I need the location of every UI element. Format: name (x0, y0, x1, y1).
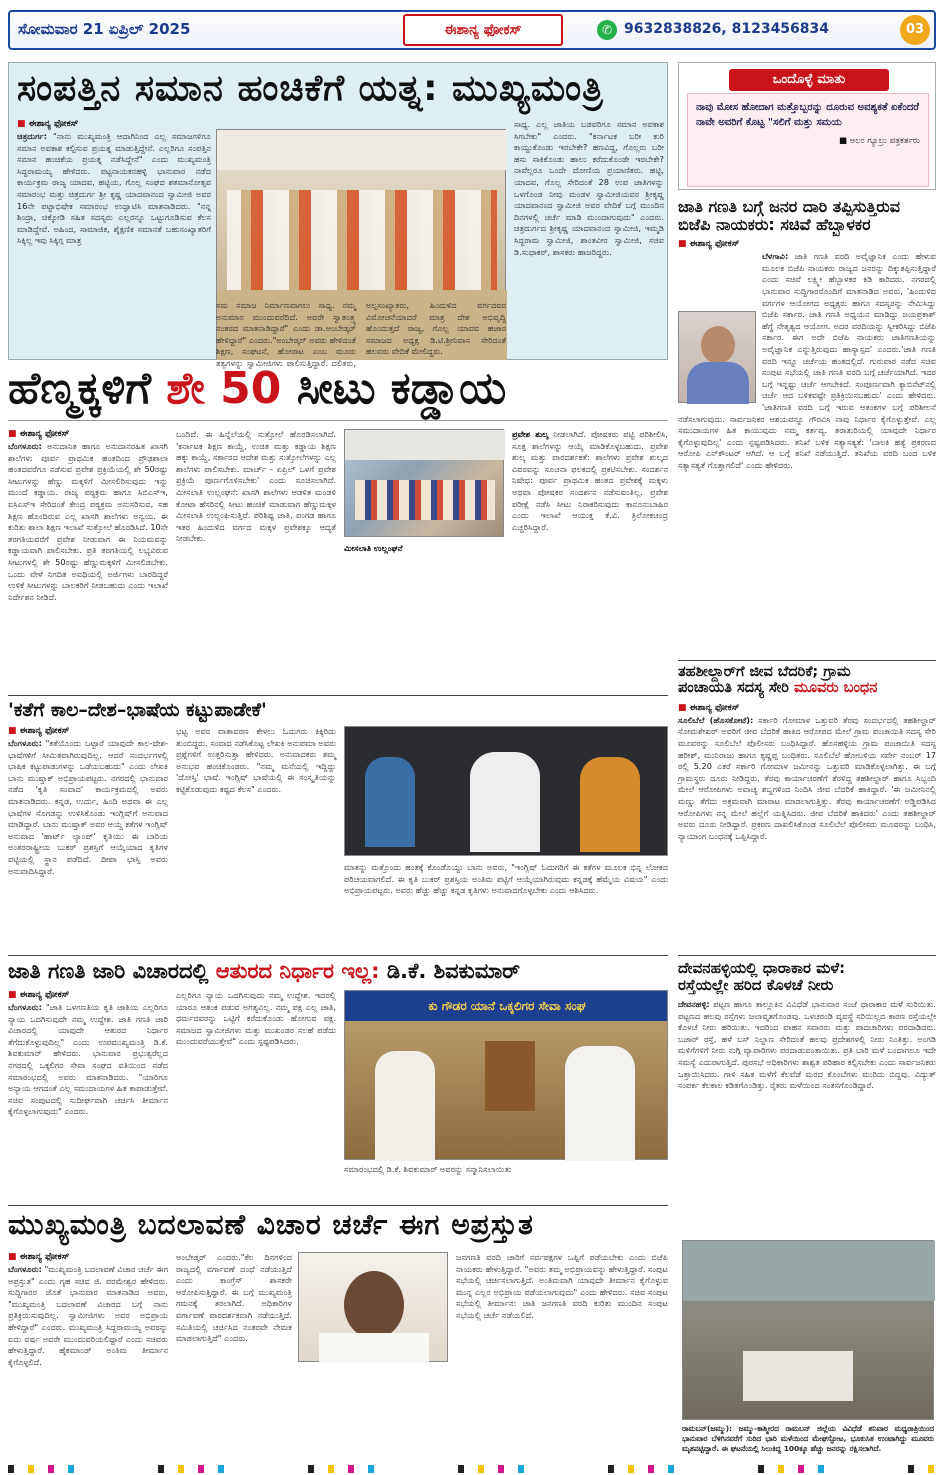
lead-story-below-photo (216, 300, 506, 368)
photo-crowd (227, 190, 497, 290)
lead-story-text-1: "ನಾನು ಮುಖ್ಯಮಂತ್ರಿ ಆದಾಗಿನಿಂದ ಎಲ್ಲ ಸಮಾಜಗಳಿಗೂ ಸಮಾನ ಅವಕಾಶ ಕಲ್ಪಿಸುವ ಪ್ರಯತ್ನ ಮಾಡುತ್ತಿದ್ದೇನೆ. ಎಲ್ಲರಿಗೂ ಸಂಪತ್ತಿನ ಸಮಾನ ಹಂಚಿಕೆಯ ಪ್ರಯತ್ನ ನಡೆಸಿದ್ದೇನೆ" ಎಂದು ಮುಖ್ಯಮಂತ್ರಿ ಸಿದ್ದರಾಮಯ್ಯ ಹೇಳಿದರು. ಪಟ್ಟನಾಯಕನಹಳ್ಳಿ ಭಾನುವಾರ ನಡೆದ ಕಾರ್ಯಕ್ರಮ ರಾಜ್ಯ ಯಾದವ, ಹಟ್ಟಿಯ, ಗೊಲ್ಲ ಸಂಘದ ಶತಮಾನೋತ್ಸವ ಸಮಾರಂಭ ಮತ್ತು ಚಿತ್ರದುರ್ಗ ಶ್ರೀ ಕೃಷ್ಣ ಯಾದವಾನಂದ ಸ್ವಾಮೀಜಿ ಅವರ 16ನೇ ಪಟ್ಟಾಭಿಷೇಕ ಸಮಾರಂಭ ಉದ್ಘಾಟಿಸಿ ಮಾತನಾಡಿದರು. "ನನ್ನ ಶಿಂದ್ರಾ, ಚಿಕ್ಕೋಡಿ ಸಹಿತ ಸದಸ್ಯರು ಎಲ್ಲರನ್ನೂ ಒಟ್ಟುಗೂಡಿಸುವ ಕೆಲಸ ಮಾಡಿದ್ದೇವೆ. ಅಹಿಂದ, ಸಾಮಾಜಿಕ, ಶೈಕ್ಷಣಿಕ ಸಮಾನತೆ ಬಹುಸಂಖ್ಯಾತರಿಗೆ ಸಿಕ್ಕಿಲ್ಲ ಇವು ಸಿಕ್ಕಿಗ್ಗ ಮಾತ್ರ (17, 131, 211, 246)
byline: ■ ಈಶಾನ್ಯ ಫೋಕಸ್ (8, 990, 70, 1000)
registration-strip (8, 1465, 936, 1473)
byline: ■ ಈಶಾನ್ಯ ಫೋಕಸ್ (17, 119, 79, 129)
portrait-face (344, 1271, 404, 1339)
story-stories-time-headline: 'ಕತೆಗೆ ಕಾಲ–ದೇಶ–ಭಾಷೆಯ ಕಟ್ಟುಪಾಡೇಕೆ' (8, 699, 267, 721)
byline: ■ ಈಶಾನ್ಯ ಫೋಕಸ್ (678, 702, 740, 713)
dks-body-1 (8, 1002, 168, 1118)
lead-story-text-below-b: ಹೇಳಿದಂತೆ ಶಿಕ್ಷಣ, ಸಂಘಟನೆ, ಹೋರಾಟ ಎಂಬ ಮೂರು ತತ್ವಗಳನ್ನು ಸ್ವಾಮೀಜಿಗಳು ಪಾಲಿಸುತ್ತಿದ್ದಾರೆ. ದಲಿತರು, ಅಲ್ಪಸಂಖ್ಯಾತರು, ಹಿಂದುಳಿದ ವರ್ಗದವರ ವಿಮೋಚನೆಯಾದರೆ ಮಾತ್ರ ದೇಶ ಅಭಿವೃದ್ಧಿ ಹೊಂದುತ್ತದೆ ರಾಜ್ಯ, ಗೊಲ್ಲ ಯಾದವ ಹಜಾರ ಸಮಾಜದ ಅಧ್ಯಕ್ಷ ಡಿ.ಟಿ.ಶ್ರೀನಿವಾಸ ಸೇರಿದಂತೆ ಹಲವರು ವೇದಿಕೆ ಮೇಲಿದ್ದರು. (216, 300, 506, 368)
whatsapp-icon: ✆ (597, 20, 617, 40)
byline-text: ಈಶಾನ್ಯ ಫೋಕಸ್ (19, 429, 70, 439)
women-seats-body-1 (8, 441, 168, 603)
stories-time-text-3: ಮಾತನ್ನು ಮತ್ತೊಂದು ಹಂತಕ್ಕೆ ಕೊಂಡೊಯ್ದು ಬಾನು ಅವರು, "ಇಂಗ್ಲಿಷ್ ಓದುಗರಿಗೆ ಈ ಕತೆಗಳ ಮೂಲಕ ಭಿನ್ನ ಲೋಕದ ಪರಿಚಯವಾಗಲಿದೆ. ಈ ಕೃತಿ ಬುಕರ್ ಪ್ರಶಸ್ತಿಯ ಅಂತಿಮ ಪಟ್ಟಿಗೆ ಆಯ್ಕೆಯಾಗಿರುವುದು ಕನ್ನಡಕ್ಕೆ ಹೆಮ್ಮೆಯ ವಿಷಯ" ಎಂದು ಅಭಿಪ್ರಾಯಪಟ್ಟರು. ಅವರು ಹೆಚ್ಚು ಹೆಚ್ಚು ಕನ್ನಡ ಕೃತಿಗಳು ಅನುವಾದಗೊಳ್ಳಬೇಕು ಎಂದು ಆಶಿಸಿದರು. (344, 862, 668, 896)
dateline: ಚಿತ್ರದುರ್ಗ: (17, 131, 48, 141)
portrait-face (701, 326, 735, 364)
photo-backdrop (217, 130, 507, 170)
dateline: ಬೆಂಗಳೂರು: (8, 1264, 42, 1274)
lead-story-text-below-a: ಸಮ ಸಮಾಜ ನಿರ್ಮಾಣವಾಗಲು ಸಾಧ್ಯ. ನಮ್ಮ ಅನುಮಾನ ಮುಂದುವರೆದಿದೆ. ಅವರೇ ಸ್ವಾತಂತ್ರ್ಯ ನಂತರದ ಮಾತನಾಡಿದ್ದಾರೆ" ಎಂದು ಡಾ.ಅಂಬೇಡ್ಕರ್ ಹೇಳಿದ್ದಾರೆ" ಎಂದರು."ಅಂಬೇಡ್ಕರ್ ಅವರು (216, 300, 356, 345)
byline: ■ ಈಶಾನ್ಯ ಫೋಕಸ್ (678, 239, 740, 250)
quote-text: ನಾವು ಮೋಸ ಹೋದಾಗ ಮತ್ತೊಬ್ಬರನ್ನು ದೂರುವ ಅವಶ್ಯಕತೆ ಏಕೆಂದರೆ ನಾವೇ ಅವರಿಗೆ ಕೊಟ್ಟ "ಸಲಿಗೆ ಮತ್ತು ಸಮಯ (696, 102, 919, 128)
logo-text: ಈಶಾನ್ಯ ಫೋಕಸ್ (444, 22, 522, 38)
byline: ■ ಈಶಾನ್ಯ ಫೋಕಸ್ (8, 429, 70, 439)
rain-caption-box (682, 1424, 934, 1464)
cm-change-text-1: "ಮುಖ್ಯಮಂತ್ರಿ ಬದಲಾವಣೆ ವಿಚಾರ ಚರ್ಚೆ ಈಗ ಅಪ್ರಸ್ತುತ" ಎಂದು ಗೃಹ ಸಚಿವ ಜಿ. ಪರಮೇಶ್ವರ ಹೇಳಿದರು. ಸುದ್ದಿಗಾರರ ಜೊತೆ ಭಾನುವಾರ ಮಾತನಾಡಿದ ಅವರು, "ಮುಖ್ಯಮಂತ್ರಿ ಬದಲಾವಣೆ ವಿಚಾರದ ಬಗ್ಗೆ ನಾನು ಪ್ರತಿಕ್ರಿಯಿಸುವುದಿಲ್ಲ. ಸ್ವಾಮೀಜಿಗಳು ಅವರ ಅಭಿಪ್ರಾಯ ಹೇಳಿದ್ದಾರೆ" ಎಂದರು. ಮುಖ್ಯಮಂತ್ರಿ ಸಿದ್ದರಾಮಯ್ಯ ಅವರನ್ನು ಐದು ವರ್ಷ ಅವರೇ ಮುಂದುವರಿಯಲಿದ್ದಾರೆ ಎಂದು ಸಚಿವರು ಹೇಳುತ್ತಿದ್ದಾರೆ. ಹೈಕಮಾಂಡ್ ಅಂತಿಮ ತೀರ್ಮಾನ ಕೈಗೊಳ್ಳಲಿದೆ. (8, 1264, 168, 1367)
subhead: ಮೀಸಲಾತಿ ಉಲ್ಲಂಘನೆ (344, 543, 403, 553)
lead-story-headline: ಸಂಪತ್ತಿನ ಸಮಾನ ಹಂಚಿಕೆಗೆ ಯತ್ನ: ಮುಖ್ಯಮಂತ್ರಿ (17, 68, 604, 109)
story-caste-bjp-headline-2: ಬಿಜೆಪಿ ನಾಯಕರು: ಸಚಿವೆ ಹೆಬ್ಬಾಳಕರ (678, 214, 871, 234)
byline-text: ಈಶಾನ್ಯ ಫೋಕಸ್ (19, 726, 70, 736)
lead-story-col1 (17, 119, 211, 354)
headline-part-b: ಮೂವರು ಬಂಧನ (794, 679, 878, 696)
rain-photo (682, 1240, 934, 1420)
quote-inner (687, 93, 929, 187)
print-registration-marks (8, 1465, 936, 1473)
story-caste-bjp-headline-1: ಜಾತಿ ಗಣತಿ ಬಗ್ಗೆ ಜನರ ದಾರಿ ತಪ್ಪಿಸುತ್ತಿರುವ (678, 197, 901, 216)
newspaper-logo (403, 14, 563, 46)
stories-time-body-1 (8, 738, 168, 877)
contact-phone: 9632838826, 8123456834 (624, 21, 830, 37)
stories-time-col3 (344, 862, 668, 951)
stories-time-text-1: "ಕತೆಯೊಂದು ಒಟ್ಟಾರೆ ಯಾವುದೇ ಕಾಲ-ದೇಶ-ಭಾಷೆಗಳಿಗೆ ಸೀಮಿತವಾಗಿರುವುದಿಲ್ಲ. ಆದರೆ ಸಂದರ್ಭಗಳಲ್ಲಿ ಭಾಷಿಕ ಕಟ್ಟುಪಾಡುಗಳನ್ನು ಒಡೆಯಬಹುದು" ಎಂದು ಲೇಖಕಿ ಬಾನು ಮುಷ್ತಾಕ್ ಅಭಿಪ್ರಾಯಪಟ್ಟರು. ನಗರದಲ್ಲಿ ಭಾನುವಾರ ನಡೆದ 'ಕೃತಿ ಸಂವಾದ' ಕಾರ್ಯಕ್ರಮದಲ್ಲಿ ಅವರು ಮಾತನಾಡಿದರು. ಕನ್ನಡ, ಉರ್ದು, ಹಿಂದಿ ಅಥವಾ ಈ ಎಲ್ಲ ಭಾಷೆಗಳ ಸೊಗಡನ್ನು ಉಳಿಸಿಕೊಂಡು ಇಂಗ್ಲಿಷ್‌ಗೆ ಅನುವಾದ ಮಾಡಿದ್ದಾರೆ. ಬಾನು ಮುಷ್ತಾಕ್ ಅವರ ಆಯ್ದ ಕತೆಗಳ ಇಂಗ್ಲಿಷ್ ಅನುವಾದ 'ಹಾರ್ಟ್ ಲ್ಯಾಂಪ್' ಕೃತಿಯು ಈ ಬಾರಿಯ ಅಂತರರಾಷ್ಟ್ರೀಯ ಬುಕರ್ ಪ್ರಶಸ್ತಿಗೆ ಆಯ್ಕೆಯಾದ ಕೃತಿಗಳ ಪಟ್ಟಿಯಲ್ಲಿ ಸ್ಥಾನ ಪಡೆದಿದೆ. ದೀಪಾ ಭಾಸ್ತಿ ಅವರು ಅನುವಾದಿಸಿದ್ದಾರೆ. (8, 738, 168, 876)
story-cm-change (8, 1205, 668, 1463)
story-tahsildar-headline-2 (678, 681, 936, 697)
story-tahsildar (678, 660, 936, 950)
women-seats-text-2: ಬಂದಿದೆ. ಈ ಹಿನ್ನೆಲೆಯಲ್ಲಿ ಸುತ್ತೋಲೆ ಹೊರಡಿಸಲಾಗಿದೆ. 'ಕರ್ನಾಟಕ ಶಿಕ್ಷಣ ಕಾಯ್ದೆ, ಉಚಿತ ಮತ್ತು ಕಡ್ಡಾಯ ಶಿಕ್ಷಣ ಹಕ್ಕು ಕಾಯ್ದೆ, ಸರ್ಕಾರದ ಆದೇಶ ಮತ್ತು ಸುತ್ತೋಲೆಗಳನ್ನು ಎಲ್ಲ ಶಾಲೆಗಳು ಪಾಲಿಸಬೇಕು. ಮಾರ್ಚ್ - ಏಪ್ರಿಲ್ ಒಳಗೆ ಪ್ರವೇಶ ಪ್ರಕ್ರಿಯೆ ಪೂರ್ಣಗೊಳಿಸಬೇಕು' ಎಂದು ಸೂಚಿಸಲಾಗಿದೆ. ಮೀಸಲಾತಿ ಉಲ್ಲಂಘನೆ: ಖಾಸಗಿ ಶಾಲೆಗಳು ಆಡಳಿತ ಮಂಡಳಿ ಕೋಟಾ ಹೆಸರಿನಲ್ಲಿ ಸೀಟು ಹಂಚಿಕೆ ಮಾಡುವಾಗ ಹೆಣ್ಣುಮಕ್ಕಳ ಮೀಸಲಾತಿ ಉಲ್ಲಂಘಿಸುತ್ತಿವೆ. ಪರಿಶಿಷ್ಟ ಜಾತಿ, ಪಂಗಡ ಹಾಗೂ ಇತರ ಹಿಂದುಳಿದ ವರ್ಗದ ಮಕ್ಕಳ ಪ್ರವೇಶಕ್ಕೂ ಆದ್ಯತೆ ನೀಡಬೇಕು. (176, 429, 336, 544)
photo-sky (683, 1241, 935, 1301)
dateline: ಬೆಂಗಳೂರು: (8, 1002, 42, 1012)
story-dks-headline (8, 960, 668, 987)
byline-text: ಈಶಾನ್ಯ ಫೋಕಸ್ (689, 239, 740, 250)
headline-part-a: ಜಾತಿ ಗಣತಿ ಜಾರಿ ವಿಚಾರದಲ್ಲಿ (8, 959, 209, 983)
story-stories-time (8, 695, 668, 950)
lead-story-body-1 (17, 131, 211, 247)
women-seats-sub-2 (344, 543, 504, 555)
story-caste-bjp-text: ಜಾತಿ ಗಣತಿ ವರದಿ ಅವೈಜ್ಞಾನಿಕ ಎಂದು ಹೇಳುವ ಮೂಲಕ ಬಿಜೆಪಿ ನಾಯಕರು ರಾಜ್ಯದ ಜನರನ್ನು ದಿಕ್ಕುತಪ್ಪಿಸುತ್ತಿದ್ದಾರೆ ಎಂದು ಸಚಿವೆ ಲಕ್ಷ್ಮೀ ಹೆಬ್ಬಾಳಕರ ಕಿಡಿ ಕಾರಿದರು. ನಗರದಲ್ಲಿ ಭಾನುವಾರ ಸುದ್ದಿಗಾರರೊಂದಿಗೆ ಮಾತನಾಡಿದ ಅವರು, 'ಹಿಂದುಳಿದ ವರ್ಗಗಳ ಆಯೋಗದ ಅಧ್ಯಕ್ಷರು ಹಾಗೂ ಸದಸ್ಯರನ್ನು ನೇಮಿಸಿದ್ದು ಬಿಜೆಪಿ ಸರ್ಕಾರ. ಜಾತಿ ಗಣತಿ ಅಧ್ಯಯನ ಮಾಡಿದ್ದು ಜಯಪ್ರಕಾಶ್ ಹೆಗ್ಡೆ ನೇತೃತ್ವದ ಆಯೋಗ. ಅದರ ವರದಿಯನ್ನು ಸ್ವೀಕರಿಸಿದ್ದು ಬಿಜೆಪಿ ಸರ್ಕಾರ. ಈಗ ಅದೇ ಬಿಜೆಪಿ ನಾಯಕರು ಜಾತಿಗಣತಿಯನ್ನು ಅವೈಜ್ಞಾನಿಕ ಎನ್ನುತ್ತಿರುವುದು ಹಾಸ್ಯಾಸ್ಪದ' ಎಂದರು.'ಜಾತಿ ಗಣತಿ ವರದಿ ಇನ್ನೂ ಚರ್ಚೆಯ ಹಂತದಲ್ಲಿದೆ. ಗುರುವಾರ ನಡೆದ ಸಚಿವ ಸಂಪುಟ ಸಭೆಯಲ್ಲಿ ಜಾತಿ ಗಣತಿ ವರದಿ ಬಗ್ಗೆ ಚರ್ಚೆಯಾಗಿದೆ. ಇದರ ಬಗ್ಗೆ ಇನ್ನಷ್ಟು ಚರ್ಚೆ ಆಗಬೇಕಿದೆ. ಸಂಪೂರ್ಣವಾಗಿ ಕ್ಯಾಬಿನೆಟ್‌ನಲ್ಲಿ ಚರ್ಚೆ ಆದ ಬಳಿಕವಷ್ಟೇ ಪ್ರತಿಕ್ರಿಯಿಸಬಹುದು' ಎಂದು ಹೇಳಿದರು. 'ಜಾತಿಗಣತಿ ವರದಿ ಬಗ್ಗೆ ಇರುವ ಆತಂಕಗಳ ಬಗ್ಗೆ ಪರಿಶೀಲನೆ ನಡೆಸಲಾಗುವುದು. ಸಾರ್ವಜನಿಕರ ಆಶಯವನ್ನೂ ಗೌರವಿಸಿ ನಾವು ನಿರ್ಧಾರ ಕೈಗೊಳ್ಳುತ್ತೇವೆ. ಎಲ್ಲ ಸಮುದಾಯಗಳ ಹಿತ ಕಾಯುವುದು ನಮ್ಮ ಕರ್ತವ್ಯ. ತರಾತುರಿಯಲ್ಲಿ ಯಾವುದೇ ನಿರ್ಧಾರ ಕೈಗೊಳ್ಳುವುದಿಲ್ಲ' ಎಂದು ಸ್ಪಷ್ಟಪಡಿಸಿದರು. ತನಿಖೆ ಬಳಿಕ ಸತ್ಯಾಸತ್ಯತೆ: 'ಬಾಲಕಿ ಹತ್ಯೆ ಪ್ರಕರಣದ ಆರೋಪಿ ಎನ್‌ಕೌಂಟರ್ ಆಗಿದೆ. ಆ ಬಗ್ಗೆ ತನಿಖೆ ನಡೆಯುತ್ತಿದೆ. ತನಿಖೆಯ ವರದಿ ಬಂದ ಬಳಿಕ ಸತ್ಯಾಸತ್ಯತೆ ಗೊತ್ತಾಗಲಿದೆ' ಎಂದು ಹೇಳಿದರು. (678, 251, 936, 470)
photo-students (355, 480, 495, 520)
story-cm-change-headline: ಮುಖ್ಯಮಂತ್ರಿ ಬದಲಾವಣೆ ವಿಚಾರ ಚರ್ಚೆ ಈಗ ಅಪ್ರಸ್ತುತ (8, 1208, 534, 1241)
dks-col1 (8, 990, 168, 1195)
story-rain-text: ಪಟ್ಟಣ ಹಾಗೂ ತಾಲ್ಲೂಕಿನ ವಿವಿಧೆಡೆ ಭಾನುವಾರ ಸಂಜೆ ಧಾರಾಕಾರ ಮಳೆ ಸುರಿಯಿತು. ಪಟ್ಟಣದ ಹಲವು ರಸ್ತೆಗಳು ಜಲಾವೃತಗೊಂಡವು. ಒಳಚರಂಡಿ ವ್ಯವಸ್ಥೆ ಸರಿಯಿಲ್ಲದ ಕಾರಣ ರಸ್ತೆಯಲ್ಲೇ ಕೊಳಚೆ ನೀರು ಹರಿಯಿತು. ಇದರಿಂದ ವಾಹನ ಸವಾರರು ಮತ್ತು ಪಾದಚಾರಿಗಳು ಪರದಾಡಿದರು. ಬಜಾರ್ ರಸ್ತೆ, ಹಳೆ ಬಸ್ ನಿಲ್ದಾಣ ಸೇರಿದಂತೆ ಹಲವು ಪ್ರದೇಶಗಳಲ್ಲಿ ನೀರು ನಿಂತಿತ್ತು. ಅಂಗಡಿ ಮಳಿಗೆಗಳಿಗೆ ನೀರು ನುಗ್ಗಿ ವ್ಯಾಪಾರಿಗಳು ಪರದಾಡುವಂತಾಯಿತು. ಪ್ರತಿ ಬಾರಿ ಮಳೆ ಬಂದಾಗಲೂ ಇದೇ ಸಮಸ್ಯೆ ಎದುರಾಗುತ್ತಿದೆ. ಪುರಸಭೆ ಅಧಿಕಾರಿಗಳು ಶಾಶ್ವತ ಪರಿಹಾರ ಕಲ್ಪಿಸಬೇಕು ಎಂದು ಸಾರ್ವಜನಿಕರು ಒತ್ತಾಯಿಸಿದರು. ಗಾಳಿ ಸಹಿತ ಮಳೆಗೆ ಕೆಲವೆಡೆ ಮರದ ಕೊಂಬೆಗಳು ಮುರಿದು ಬಿದ್ದವು. ವಿದ್ಯುತ್ ಸಂಪರ್ಕ ಕೆಲಕಾಲ ಕಡಿತಗೊಂಡಿತ್ತು. ರೈತರು ಮಳೆಯಿಂದ ಸಂತಸಗೊಂಡಿದ್ದಾರೆ. (678, 999, 937, 1091)
portrait-body (319, 1333, 429, 1363)
story-rain-body (678, 999, 936, 1092)
dks-text-2: ಎಲ್ಲರಿಗೂ ನ್ಯಾಯ ಒದಗಿಸುವುದು ನಮ್ಮ ಉದ್ದೇಶ. ಇದರಲ್ಲಿ ಯಾರೂ ಆತಂಕ ಪಡುವ ಅಗತ್ಯವಿಲ್ಲ. ನಮ್ಮ ಪಕ್ಷ ಎಲ್ಲ ಜಾತಿ, ಧರ್ಮದವರನ್ನು ಒಟ್ಟಿಗೆ ಕರೆದುಕೊಂಡು ಹೋಗುವ ಪಕ್ಷ. ಸಮಾಜದ ಸ್ವಾಮೀಜಿಗಳು ಮತ್ತು ಮುಖಂಡರ ಸಲಹೆ ಪಡೆದು ಮುಂದುವರೆಯುತ್ತೇವೆ" ಎಂದು ಸ್ಪಷ್ಟಪಡಿಸಿದರು. (176, 990, 336, 1047)
story-caste-census-dks (8, 955, 668, 1200)
headline-part-c: ಡಿ.ಕೆ. ಶಿವಕುಮಾರ್ (386, 959, 521, 983)
person-left (375, 1051, 435, 1161)
story-tahsildar-body (678, 715, 936, 843)
speaker-left (365, 757, 415, 847)
rain-photo-caption: ರಾಮಬನ್(ಜಮ್ಮು): ಜಮ್ಮು-ಕಾಶ್ಮೀರದ ರಾಮಬನ್ ಜಿಲ್ಲೆಯ ವಿವಿಧೆಡೆ ಶನಿವಾರ ಮಧ್ಯರಾತ್ರಿಯಿಂದ ಭಾನುವಾರ ಬೆಳಿಗಿನವರೆಗೆ ಸುರಿದ ಭಾರಿ ಮಳೆಯಿಂದ ಮೇಘಸ್ಫೋಟ, ಭೂಕುಸಿತ ಉಂಟಾಗಿದ್ದು ಮೂವರು ಮೃತಪಟ್ಟಿದ್ದಾರೆ. ಈ ಘಟನೆಯಲ್ಲಿ ಸಿಲುಕಿದ್ದ 100ಕ್ಕೂ ಹೆಚ್ಚು ಜನರನ್ನು ರಕ್ಷಿಸಲಾಗಿದೆ. (682, 1424, 934, 1453)
women-seats-text-1: ಅನುದಾನಿತ ಹಾಗೂ ಅನುದಾನರಹಿತ ಖಾಸಗಿ ಶಾಲೆಗಳು ಪೂರ್ವ ಪ್ರಾಥಮಿಕ ಹಂತದಿಂದ ಪ್ರೌಢಶಾಲಾ ಹಂತದವರೆಗೂ ನಡೆಸುವ ಪ್ರವೇಶ ಪ್ರಕ್ರಿಯೆಯಲ್ಲಿ ಶೇ 50ರಷ್ಟು ಸೀಟುಗಳನ್ನು ಹೆಣ್ಣು ಮಕ್ಕಳಿಗೆ ಮೀಸಲಿರಿಸುವುದು ಇನ್ನು ಮುಂದೆ ಕಡ್ಡಾಯ. ರಾಜ್ಯ ಪಠ್ಯಕ್ರಮ ಹಾಗೂ ಸಿಬಿಎಸ್‌ಇ, ಐಸಿಎಸ್‌ಇ ಸೇರಿದಂತೆ ಕೇಂದ್ರ ಪಠ್ಯಕ್ರಮ ಅನುಸರಿಸುವ, ಸಹ ಶಿಕ್ಷಣ ಹೊಂದಿರುವ ಎಲ್ಲ ಖಾಸಗಿ ಶಾಲೆಗಳು ಅನ್ವಯ. ಈ ಕುರಿತು ಶಾಲಾ ಶಿಕ್ಷಣ ಇಲಾಖೆ ಸುತ್ತೋಲೆ ಹೊರಡಿಸಿದೆ. 10ನೇ ತರಗತಿಯವರೆಗೆ ಪ್ರವೇಶ ನೀಡುವಾಗ ಈ ನಿಯಮವನ್ನು ಕಡ್ಡಾಯವಾಗಿ ಪಾಲಿಸಬೇಕು. ಪ್ರತಿ ತರಗತಿಯಲ್ಲಿ ಲಭ್ಯವಿರುವ ಸೀಟುಗಳಲ್ಲಿ ಶೇ 50ರಷ್ಟು ಹೆಣ್ಣುಮಕ್ಕಳಿಗೆ ಮೀಸಲಿಡಬೇಕು. ಒಂದು ವೇಳೆ ನಿಗದಿತ ಅವಧಿಯಲ್ಲಿ ಅರ್ಜಿಗಳು ಬಾರದಿದ್ದರೆ ಉಳಿಕೆ ಸೀಟುಗಳನ್ನು ಬಾಲಕರಿಗೆ ನೀಡಬಹುದು ಎಂದು ಇಲಾಖೆ ನಿರ್ದೇಶನ ನೀಡಿದೆ. (8, 441, 168, 602)
headline-part-c: ಸೀಟು ಕಡ್ಡಾಯ (296, 363, 507, 414)
lead-story-col3 (514, 119, 664, 364)
story-women-seats-headline (8, 365, 668, 421)
person-right (565, 1046, 635, 1161)
cm-change-text-2: ಅಂಬೇಡ್ಕರ್ ಎಂದರು."ಕೆಲ ದಿನಗಳಿಂದ ರಾಜ್ಯದಲ್ಲಿ ವರ್ಗಾವಣೆ ದಂಧೆ ನಡೆಯುತ್ತಿದೆ ಎಂದು ಕಾಂಗ್ರೆಸ್ ಶಾಸಕರೇ ಆರೋಪಿಸುತ್ತಿದ್ದಾರೆ. ಈ ಬಗ್ಗೆ ಮುಖ್ಯಮಂತ್ರಿ ಗಮನಕ್ಕೆ ತರಲಾಗಿದೆ. ಅಧಿಕಾರಿಗಳ ವರ್ಗಾವಣೆ ಪಾರದರ್ಶಕವಾಗಿ ನಡೆಯುತ್ತಿದೆ. ಸಮಿತಿಯಲ್ಲಿ ಚರ್ಚಿಸಿದ ನಂತರವೇ ನೇಮಕ ಮಾಡಲಾಗುತ್ತಿದೆ" ಎಂದರು. (176, 1252, 292, 1344)
quote-title: ಒಂದೊಳ್ಳೆ ಮಾತು (729, 69, 889, 91)
story-caste-bjp (678, 198, 936, 650)
photo-wall (345, 430, 505, 460)
dks-col2 (176, 990, 336, 1195)
page-number: 03 (900, 15, 930, 45)
cm-change-col3 (456, 1252, 668, 1464)
minister-photo (678, 311, 756, 403)
stories-time-col2 (176, 726, 336, 951)
byline: ■ ಈಶಾನ್ಯ ಫೋಕಸ್ (8, 726, 70, 736)
headline-part-b: ಶೇ 50 (166, 363, 282, 414)
dks-text-1: "ಜಾತಿ ಒಳಗಣತಿಯ ಕೃತಿ ಜಾತಿಯ ಎಲ್ಲರಿಗೂ ನ್ಯಾಯ ಒದಗಿಸುವುದೇ ನಮ್ಮ ಉದ್ದೇಶ. ಜಾತಿ ಗಣತಿ ಜಾರಿ ವಿಚಾರದಲ್ಲಿ ಯಾವುದೇ ಆತುರದ ನಿರ್ಧಾರ ತೆಗೆದುಕೊಳ್ಳುವುದಿಲ್ಲ" ಎಂದು ಉಪಮುಖ್ಯಮಂತ್ರಿ ಡಿ.ಕೆ. ಶಿವಕುಮಾರ್ ಹೇಳಿದರು. ಭಾನುವಾರ ಪ್ರಭುತ್ವರೆಲ್ಲದ ನಗರದಲ್ಲಿ ಒಕ್ಕಲಿಗರ ಸೇವಾ ಸಂಘದ ವತಿಯಿಂದ ನಡೆದ ಸಮಾರಂಭದಲ್ಲಿ ಅವರು ಮಾತನಾಡಿದರು. "ಯಾರಿಗೂ ಅನ್ಯಾಯ ಆಗದಂತೆ ಎಲ್ಲ ಸಮುದಾಯಗಳ ಹಿತ ಕಾಪಾಡುತ್ತೇವೆ. ಸಚಿವ ಸಂಪುಟದಲ್ಲಿ ಸುದೀರ್ಘವಾಗಿ ಚರ್ಚಿಸಿ ತೀರ್ಮಾನ ಕೈಗೊಳ್ಳಲಾಗುವುದು" ಎಂದರು. (8, 1002, 168, 1117)
byline-text: ಈಶಾನ್ಯ ಫೋಕಸ್ (689, 702, 740, 713)
portrait-body (687, 362, 749, 404)
headline-part-a: ಪಂಚಾಯತಿ ಸದಸ್ಯ ಸೇರಿ (678, 679, 789, 696)
women-seats-col4 (512, 429, 668, 689)
women-seats-col3 (344, 543, 504, 689)
stories-time-text-2: ಭಟ್ಟ ಅವರ ವಾತಾವರಣ ಕೇಳಲು ಓದುಗರು ಕಿಕ್ಕಿರಿದು ತುಂಬಿದ್ದರು. ಸಂವಾದ ನಡೆಸಿಕೊಟ್ಟ ಲೇಖಕಿ ಅನುಪಮಾ ಅವರು ಪ್ರಶ್ನೆಗಳಿಗೆ ಉತ್ತರಿಸುತ್ತಾ ಹೇಳಿದರು. ಅನುವಾದಕರು ತಮ್ಮ ಅನುಭವ ಹಂಚಿಕೊಂಡರು. "ನಮ್ಮ ಮನೆಯಲ್ಲಿ ಇದ್ದಿದ್ದು 'ದೋಸ್ತಿ' ಭಾಷೆ. ಇಂಗ್ಲಿಷ್ ಭಾಷೆಯಲ್ಲಿ ಈ ಸಂಸ್ಕೃತಿಯನ್ನು ಕಟ್ಟಿಕೊಡುವುದು ಕಷ್ಟದ ಕೆಲಸ" ಎಂದರು. (176, 726, 336, 794)
story-tahsildar-headline-1: ತಹಶೀಲ್ದಾರ್‌ಗೆ ಜೀವ ಬೆದರಿಕೆ; ಗ್ರಾಮ (678, 664, 851, 680)
dks-photo (344, 990, 668, 1160)
story-rain-headline-1: ದೇವನಹಳ್ಳಿಯಲ್ಲಿ ಧಾರಾಕಾರ ಮಳೆ: (678, 959, 846, 977)
dateline: ದೇವನಹಳ್ಳಿ: (678, 999, 710, 1009)
dateline: ಬೆಂಗಳೂರು: (8, 738, 42, 748)
photo-banner: ಕು ಗೌಡರ ಯಾನೆ ಒಕ್ಕಲಿಗರ ಸೇವಾ ಸಂಘ (428, 999, 586, 1013)
speaker-right (580, 757, 640, 852)
lead-story-text-below (216, 300, 506, 370)
headline-part-a: ಹೆಣ್ಮಕ್ಕಳಿಗೆ (8, 363, 151, 414)
dks-caption-box (344, 1164, 668, 1198)
byline: ■ ಈಶಾನ್ಯ ಫೋಕಸ್ (8, 1252, 70, 1262)
story-rain (678, 955, 936, 1235)
stories-time-col1 (8, 726, 168, 951)
dks-caption: ಸಮಾರಂಭದಲ್ಲಿ ಡಿ.ಕೆ. ಶಿವಕುಮಾರ್ ಅವರನ್ನು ಸನ್ಮಾನಿಸಲಾಯಿತು (344, 1164, 512, 1174)
speaker-center (470, 752, 540, 852)
stories-time-photo (344, 726, 668, 856)
women-seats-body-4 (512, 429, 668, 533)
byline-text: ಈಶಾನ್ಯ ಫೋಕಸ್ (19, 990, 70, 1000)
byline-text: ಈಶಾನ್ಯ ಫೋಕಸ್ (19, 1252, 70, 1262)
cm-change-text-3: ಜನಗಣತಿ ವರದಿ ಜಾರಿಗೆ ಸರ್ವಪಕ್ಷಗಳ ಒಪ್ಪಿಗೆ ಪಡೆಯಬೇಕು ಎಂದು ಬಿಜೆಪಿ ನಾಯಕರು ಹೇಳುತ್ತಿದ್ದಾರೆ. "ಅವರು ತಮ್ಮ ಅಭಿಪ್ರಾಯವನ್ನು ಹೇಳುತ್ತಿದ್ದಾರೆ. ಸಂಪುಟ ಸಭೆಯಲ್ಲಿ ಚರ್ಚಿಸಲಾಗುತ್ತಿದೆ. ಅಂತಿಮವಾಗಿ ಯಾವುದೇ ತೀರ್ಮಾನ ಕೈಗೊಳ್ಳುವ ಮುನ್ನ ಎಲ್ಲರ ಅಭಿಪ್ರಾಯ ಪಡೆಯಲಾಗುವುದು" ಎಂದು ಹೇಳಿದರು. ಸಚಿವ ಸಂಪುಟ ಸಭೆಯಲ್ಲಿ ತೀರ್ಮಾನ: ಜಾತಿ ಜನಗಣತಿ ವರದಿ ಕುರಿತು ಮುಂದಿನ ಸಂಪುಟ ಸಭೆಯಲ್ಲಿ ಚರ್ಚೆ ನಡೆಯಲಿದೆ. (456, 1252, 668, 1320)
subhead: ಪ್ರವೇಶ ಶುಲ್ಕ (512, 429, 549, 439)
cm-change-col1 (8, 1252, 168, 1464)
women-seats-col2 (176, 429, 336, 689)
lead-story-text-3: ಸಾಧ್ಯ. ಎಲ್ಲ ಜಾತಿಯ ಬಡವರಿಗೂ ಸಮಾನ ಅವಕಾಶ ಸಿಗಬೇಕು" ಎಂದರು. "ಕರ್ನಾಟಕ ಬರೀ ಕುರಿ ಕಾಯ್ದುಕೊಂಡು ಇರಬೇಕೇ? ಹಣವಿದ್ದ, ಗೊಲ್ಲರು ಬರೀ ಹಸು ಸಾಕಿಕೊಂಡು ಹಾಲು ಕರೆದುಕೊಂಡೇ ಇರಬೇಕೇ? ನಾವೆಲ್ಲರೂ ಒಂದೇ ದೋಣಿಯ ಪ್ರಯಾಣಿಕರು. ಹಟ್ಟಿ, ಯಾದವ, ಗೊಲ್ಲ ಸೇರಿದಂತೆ 28 ಉಪ ಜಾತಿಗಳನ್ನು ಒಳಗೊಂಡ ನೀವು ಮಂಡಳ ಸ್ವಾಮೀಜಿಯವರ ಶ್ರೀಕೃಷ್ಣ ಯಾದವಾನಂದ ಸ್ವಾಮೀಜಿ ಅವರ ವೇದಿಕೆ ಬಗ್ಗೆ ಮುಂದಿನ ದಿನಗಳಲ್ಲಿ ಚರ್ಚೆ ಮಾಡಿ ಮುಂದಾಗುವುದು" ಎಂದರು. ಚಿತ್ರದುರ್ಗದ ಶ್ರೀಕೃಷ್ಣ ಯಾದವಾನಂದ ಸ್ವಾಮೀಜಿ, ಇಮ್ಮಡಿ ಸಿದ್ಧರಾಮ ಸ್ವಾಮೀಜಿ, ಶಾಂತವೀರ ಸ್ವಾಮೀಜಿ, ಸಚಿವ ಡಿ.ಸುಧಾಕರ್, ಶಾಸಕರು ಹಾಜರಿದ್ದರು. (514, 119, 664, 257)
photo-vehicle (743, 1351, 853, 1401)
issue-date: ಸೋಮವಾರ 21 ಏಪ್ರಿಲ್ 2025 (18, 20, 191, 38)
dateline: ಬೆಂಗಳೂರು: (8, 441, 42, 451)
masthead (0, 0, 945, 60)
women-seats-photo (344, 429, 504, 537)
women-seats-col1 (8, 429, 168, 689)
cm-change-col2 (176, 1252, 292, 1464)
women-seats-text-4: ನೀಡಲಾಗಿದೆ. ಪೋಷಕರು ಪಟ್ಟಿ ಪರಿಶೀಲಿಸಿ, ಸೂಕ್ತ ಶಾಲೆಗಳನ್ನು ಆಯ್ಕೆ ಮಾಡಿಕೊಳ್ಳಬಹುದು. ಪ್ರವೇಶ ಶುಲ್ಕ ಮತ್ತು ಪಾರದರ್ಶಕತೆ: ಶಾಲೆಗಳು ಪ್ರವೇಶ ಶುಲ್ಕದ ವಿವರವನ್ನು ಸೂಚನಾ ಫಲಕದಲ್ಲಿ ಪ್ರಕಟಿಸಬೇಕು. ಸಂದರ್ಶನ ನಿಷೇಧ: ಪೂರ್ವ ಪ್ರಾಥಮಿಕ ಹಂತದ ಪ್ರವೇಶಕ್ಕೆ ಮಕ್ಕಳು ಅಥವಾ ಪೋಷಕರ ಸಂದರ್ಶನ ನಡೆಸುವಂತಿಲ್ಲ. ಪ್ರವೇಶ ಪರೀಕ್ಷೆ ನಡೆಸಿ ಸೀಟು ನಿರಾಕರಿಸುವುದು ಕಾನೂನುಬಾಹಿರ ಎಂದು ಇಲಾಖೆ ಆಯುಕ್ತ ಕೆ.ವಿ. ತ್ರಿಲೋಕಚಂದ್ರ ಎಚ್ಚರಿಸಿದ್ದಾರೆ. (512, 429, 668, 532)
quote-box (678, 62, 936, 190)
idol (485, 1041, 535, 1111)
story-women-seats (8, 365, 668, 690)
dateline: ಬೆಳಗಾವಿ: (762, 251, 789, 262)
minister-portrait (298, 1252, 448, 1362)
cm-change-body-1 (8, 1264, 168, 1368)
story-tahsildar-text: ಸರ್ಕಾರಿ ಗೋಮಾಳ ಒತ್ತುವರಿ ತೆರವು ಸಂದರ್ಭದಲ್ಲಿ ತಹಶೀಲ್ದಾರ್ ಸೋಮಶೇಖರ್ ಅವರಿಗೆ ಜೀವ ಬೆದರಿಕೆ ಹಾಕಿದ ಆರೋಪದ ಮೇಲೆ ಗ್ರಾಮ ಪಂಚಾಯಿತಿ ಸದಸ್ಯ ಸೇರಿ ಮೂವರನ್ನು ಸೂಲಿಬೆಲೆ ಪೊಲೀಸರು ಬಂಧಿಸಿದ್ದಾರೆ. ಹೊಸಹಳ್ಳಿಯ ಗ್ರಾಮ ಪಂಚಾಯಿತಿ ಸದಸ್ಯ ಹರೀಶ್, ಮುನಿರಾಜು ಹಾಗೂ ಕೃಷ್ಣಪ್ಪ ಬಂಧಿತರು. ಸೂಲಿಬೆಲೆ ಹೋಬಳಿಯ ಸರ್ವೇ ನಂಬರ್ 17 ರಲ್ಲಿ 5.20 ಎಕರೆ ಸರ್ಕಾರಿ ಗೋಮಾಳ ಜಮೀನನ್ನು ಒತ್ತುವರಿ ಮಾಡಿಕೊಳ್ಳಲಾಗಿತ್ತು. ಈ ಬಗ್ಗೆ ಗ್ರಾಮಸ್ಥರು ದೂರು ನೀಡಿದ್ದರು. ತೆರವು ಕಾರ್ಯಾಚರಣೆಗೆ ತೆರಳಿದ್ದ ತಹಶೀಲ್ದಾರ್ ಹಾಗೂ ಸಿಬ್ಬಂದಿ ಮೇಲೆ ಆರೋಪಿಗಳು ಅವಾಚ್ಯ ಶಬ್ದಗಳಿಂದ ನಿಂದಿಸಿ ಜೀವ ಬೆದರಿಕೆ ಹಾಕಿದ್ದಾರೆ. 'ಈ ಜಮೀನಿನಲ್ಲಿ ಮಣ್ಣು ತೆಗೆದು ಅಕ್ರಮವಾಗಿ ಮಾರಾಟ ಮಾಡಲಾಗುತ್ತಿತ್ತು. ತೆರವು ಕಾರ್ಯಾಚರಣೆಗೆ ಅಡ್ಡಿಪಡಿಸಿದ ಆರೋಪಿಗಳು ನನ್ನ ಮೇಲೆ ಹಲ್ಲೆಗೆ ಯತ್ನಿಸಿದರು. ಜೀವ ಬೆದರಿಕೆ ಹಾಕಿದರು' ಎಂದು ತಹಶೀಲ್ದಾರ್ ಅವರು ದೂರು ನೀಡಿದ್ದಾರೆ. ಪ್ರಕರಣ ದಾಖಲಿಸಿಕೊಂಡ ಸೂಲಿಬೆಲೆ ಪೊಲೀಸರು ಮೂವರನ್ನು ಬಂಧಿಸಿ, ನ್ಯಾಯಾಂಗ ಬಂಧನಕ್ಕೆ ಒಪ್ಪಿಸಿದ್ದಾರೆ. (678, 714, 936, 841)
dateline: ಸೂಲಿಬೆಲೆ (ಹೊಸಕೋಟೆ): (678, 714, 754, 725)
headline-part-b: ಆತುರದ ನಿರ್ಧಾರ ಇಲ್ಲ: (215, 959, 380, 983)
quote-author: ■ ಅಲಂ ಗ್ಯೂಲ್ರು ಪತ್ರಕರ್ತರು (838, 136, 920, 146)
story-rain-headline-2: ರಸ್ತೆಯಲ್ಲೇ ಹರಿದ ಕೊಳಚೆ ನೀರು (678, 975, 834, 994)
byline-text: ಈಶಾನ್ಯ ಫೋಕಸ್ (28, 119, 79, 129)
cm-change-body-3 (456, 1252, 668, 1322)
quote-author-text: ಅಲಂ ಗ್ಯೂಲ್ರು ಪತ್ರಕರ್ತರು (849, 136, 920, 146)
